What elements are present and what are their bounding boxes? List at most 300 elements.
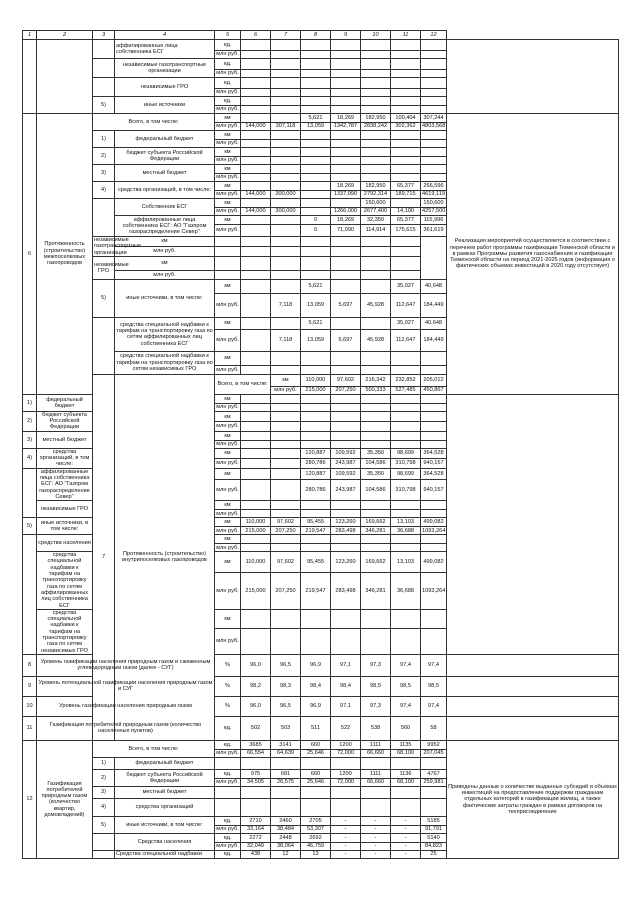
table-cell: 4): [93, 798, 115, 816]
table-cell: [271, 480, 301, 501]
table-cell: Всего, в том числе:: [93, 740, 215, 757]
table-cell: [301, 501, 331, 510]
table-cell: ед.: [215, 78, 241, 89]
table-cell: [391, 131, 421, 140]
table-cell: [331, 786, 361, 798]
table-cell: [271, 757, 301, 769]
table-cell: [271, 225, 301, 237]
table-cell: 18,269: [331, 182, 361, 191]
table-cell: [361, 394, 391, 403]
table-cell: [241, 114, 271, 123]
table-cell: [361, 431, 391, 440]
table-cell: ед.: [215, 716, 241, 740]
table-cell: [361, 279, 391, 293]
table-cell: 2): [93, 769, 115, 786]
table-cell: [447, 716, 619, 740]
table-cell: 35,350: [361, 448, 391, 459]
table-cell: млн руб.: [216, 70, 239, 77]
table-cell: %: [215, 654, 241, 676]
table-cell: 109,592: [331, 448, 361, 459]
table-cell: [301, 191, 331, 199]
table-cell: 18,269: [331, 216, 361, 225]
table-cell: млн руб.: [216, 404, 239, 411]
table-cell: местный бюджет: [115, 786, 215, 798]
table-cell: 46,759: [301, 842, 331, 850]
table-cell: [271, 106, 301, 114]
table-cell: бюджет субъекта Российской Федерации: [115, 148, 215, 165]
table-cell: км: [215, 148, 241, 157]
table-cell: 7,118: [271, 329, 301, 351]
table-cell: 97,4: [421, 696, 447, 716]
table-cell: [37, 40, 93, 114]
table-cell: ед.: [215, 97, 241, 106]
table-cell: [331, 78, 361, 89]
table-cell: [301, 394, 331, 403]
table-cell: 3685: [241, 740, 271, 749]
table-cell: ед.: [215, 833, 241, 842]
table-cell: [391, 165, 421, 174]
table-cell: 4): [23, 448, 37, 468]
table-cell: 300,000: [271, 208, 301, 216]
table-cell: аффилированные лица собственника ЕСГ: [115, 40, 215, 59]
table-cell: [361, 609, 391, 628]
table-cell: независимые ГРО: [93, 256, 115, 279]
table-cell: [301, 157, 331, 165]
table-cell: 98,699: [391, 468, 421, 480]
table-cell: [331, 199, 361, 208]
table-cell: 215,000: [241, 527, 271, 535]
table-cell: км: [215, 468, 241, 480]
table-cell: [391, 140, 421, 148]
table-cell: [421, 78, 447, 89]
table-cell: [241, 798, 271, 816]
table-cell: млн руб.: [115, 270, 215, 279]
table-cell: [271, 40, 301, 51]
table-cell: [421, 394, 447, 403]
table-cell: [241, 510, 271, 518]
table-cell: [301, 140, 331, 148]
table-cell: [271, 279, 301, 293]
table-row: [23, 40, 619, 51]
table-cell: средства организаций, в том числе:: [37, 448, 93, 468]
table-cell: [361, 270, 391, 279]
table-cell: 1): [93, 757, 115, 769]
table-cell: [301, 165, 331, 174]
column-header: 1: [23, 31, 37, 40]
table-cell: млн руб.: [216, 366, 239, 373]
table-cell: 280,786: [301, 459, 331, 468]
table-cell: млн руб.: [216, 51, 239, 58]
table-cell: [215, 757, 241, 769]
table-cell: Уровень потенциальной газификации населения природным газом и СУГ: [37, 676, 215, 696]
table-cell: [361, 89, 391, 97]
table-cell: [271, 131, 301, 140]
table-cell: [361, 78, 391, 89]
table-cell: иные источники, в том числе:: [37, 518, 93, 535]
table-cell: 5,621: [301, 114, 331, 123]
table-cell: 2448: [271, 833, 301, 842]
table-cell: 110,000: [301, 374, 331, 386]
table-cell: [271, 351, 301, 365]
table-cell: [391, 501, 421, 510]
table-cell: [301, 628, 331, 654]
table-cell: [391, 59, 421, 70]
table-cell: [241, 40, 271, 51]
table-cell: 33,164: [241, 825, 271, 833]
table-cell: млн руб.: [271, 386, 301, 394]
table-cell: 68,100: [391, 749, 421, 757]
table-cell: [361, 403, 391, 411]
table-cell: 66,660: [361, 778, 391, 786]
table-cell: [361, 140, 391, 148]
table-cell: 1136: [391, 769, 421, 778]
table-cell: 1200: [331, 769, 361, 778]
table-cell: [271, 544, 301, 552]
table-cell: 114,914: [361, 225, 391, 237]
table-cell: [241, 293, 271, 317]
table-cell: местный бюджет: [115, 165, 215, 182]
table-cell: [271, 157, 301, 165]
table-cell: 361,619: [421, 225, 447, 237]
column-header: 5: [215, 31, 241, 40]
table-cell: [271, 501, 301, 510]
table-row: [23, 716, 619, 740]
table-cell: [421, 59, 447, 70]
table-cell: 35,350: [361, 468, 391, 480]
table-cell: 2460: [271, 816, 301, 825]
table-cell: [301, 440, 331, 448]
data-table: [22, 30, 619, 859]
table-cell: [391, 422, 421, 431]
table-cell: 112,647: [391, 293, 421, 317]
table-cell: [23, 40, 37, 114]
table-cell: [361, 411, 391, 422]
table-cell: 5,697: [331, 329, 361, 351]
table-cell: [331, 351, 361, 365]
table-cell: 169,662: [361, 552, 391, 572]
table-cell: 96,5: [271, 654, 301, 676]
table-cell: [361, 237, 391, 247]
table-cell: [301, 89, 331, 97]
table-cell: [271, 411, 301, 422]
table-cell: 36,688: [391, 527, 421, 535]
column-header: 2: [37, 31, 93, 40]
table-cell: [271, 140, 301, 148]
table-cell: 5): [93, 279, 115, 317]
table-cell: 2792,314: [361, 191, 391, 199]
table-cell: 511: [301, 716, 331, 740]
table-cell: независимые ГРО: [115, 78, 215, 97]
table-cell: [271, 270, 301, 279]
table-cell: 4803,568: [422, 123, 446, 130]
table-cell: 522: [331, 716, 361, 740]
table-cell: 11: [23, 716, 37, 740]
table-cell: 110,000: [241, 552, 271, 572]
table-cell: [271, 237, 301, 247]
table-cell: [331, 411, 361, 422]
column-header: 3: [93, 31, 115, 40]
table-cell: 144,000: [241, 208, 271, 216]
table-cell: 4767: [421, 769, 447, 778]
table-cell: [421, 131, 447, 140]
table-cell: [391, 798, 421, 816]
table-cell: 13,103: [391, 552, 421, 572]
table-cell: млн руб.: [215, 572, 241, 609]
table-cell: [241, 148, 271, 157]
table-cell: [301, 174, 331, 182]
table-cell: [271, 199, 301, 208]
table-cell: аффилированные лица собственника ЕСГ: АО "Газпром газораспределение Север": [115, 216, 215, 237]
table-cell: 2): [23, 411, 37, 431]
table-cell: млн руб.: [216, 423, 239, 430]
table-cell: -: [391, 833, 421, 842]
table-cell: [331, 394, 361, 403]
table-cell: Всего, в том числе:: [215, 374, 271, 394]
table-cell: средства специальной надбавки к тарифам на транспортировку газа по сетям аффилированных лиц собственника ЕСГ: [115, 317, 215, 351]
table-cell: [447, 676, 619, 696]
table-cell: 189,715: [391, 191, 421, 199]
table-cell: [391, 786, 421, 798]
table-cell: [391, 51, 421, 59]
table-cell: 97,4: [421, 654, 447, 676]
table-cell: [271, 89, 301, 97]
table-cell: [391, 70, 421, 78]
table-cell: иные источники, в том числе:: [115, 279, 215, 317]
table-cell: 243,987: [331, 480, 361, 501]
table-cell: [271, 609, 301, 628]
table-cell: [361, 157, 391, 165]
table-cell: [361, 365, 391, 374]
table-cell: 940,157: [421, 480, 447, 501]
table-cell: 110,000: [241, 518, 271, 527]
table-cell: ед.: [215, 740, 241, 749]
table-cell: 95,455: [301, 518, 331, 527]
table-cell: 40,648: [421, 317, 447, 329]
table-cell: 91,791: [421, 825, 447, 833]
table-cell: -: [331, 833, 361, 842]
table-cell: [241, 448, 271, 459]
table-cell: [271, 114, 301, 123]
table-cell: млн руб.: [216, 123, 239, 130]
table-cell: [331, 140, 361, 148]
table-cell: [331, 279, 361, 293]
table-cell: 9: [23, 676, 37, 696]
table-cell: 13,103: [391, 518, 421, 527]
table-cell: средства организаций: [115, 798, 215, 816]
table-cell: км: [215, 351, 241, 365]
table-cell: 13: [301, 850, 331, 858]
table-cell: -: [331, 850, 361, 858]
table-cell: 307,118: [271, 123, 301, 131]
table-cell: 560: [391, 716, 421, 740]
table-cell: [361, 757, 391, 769]
table-cell: [391, 411, 421, 422]
table-cell: [331, 237, 361, 247]
table-cell: 0: [301, 216, 331, 225]
table-cell: [331, 106, 361, 114]
table-cell: [241, 468, 271, 480]
table-cell: 503: [271, 716, 301, 740]
table-cell: 65,377: [391, 216, 421, 225]
table-cell: 96,5: [271, 696, 301, 716]
table-cell: 307,244: [421, 114, 447, 123]
table-cell: 280,786: [301, 480, 331, 501]
table-cell: [93, 199, 115, 237]
table-cell: 45,928: [361, 329, 391, 351]
table-cell: [361, 256, 391, 270]
table-cell: Протяженность (строительство) межпоселковых газопроводов: [37, 114, 93, 395]
table-cell: [301, 51, 331, 59]
table-cell: [271, 70, 301, 78]
table-cell: [215, 270, 241, 279]
table-cell: 1): [93, 131, 115, 148]
table-cell: [391, 431, 421, 440]
table-cell: 2): [93, 148, 115, 165]
table-cell: [391, 78, 421, 89]
table-cell: 207,045: [421, 749, 447, 757]
table-cell: -: [391, 842, 421, 850]
table-cell: -: [361, 825, 391, 833]
table-cell: 35,027: [391, 317, 421, 329]
table-cell: 66,660: [361, 749, 391, 757]
table-cell: [241, 89, 271, 97]
table-cell: 53,307: [301, 825, 331, 833]
table-cell: 4257,500: [422, 208, 446, 215]
table-cell: км: [215, 165, 241, 174]
table-cell: 98,5: [421, 676, 447, 696]
table-cell: 96,0: [241, 654, 271, 676]
table-cell: [23, 535, 37, 655]
table-cell: млн руб.: [216, 750, 239, 757]
table-cell: 40,648: [421, 279, 447, 293]
table-cell: [391, 628, 421, 654]
table-cell: 5): [93, 97, 115, 114]
table-cell: -: [331, 816, 361, 825]
table-cell: [301, 148, 331, 157]
table-cell: [421, 157, 447, 165]
table-cell: 97,602: [271, 552, 301, 572]
table-cell: [391, 157, 421, 165]
table-cell: [271, 394, 301, 403]
table-cell: [241, 131, 271, 140]
table-cell: Всего, в том числе:: [93, 114, 215, 131]
table-cell: [421, 97, 447, 106]
table-cell: млн руб.: [216, 89, 239, 96]
table-cell: [421, 411, 447, 422]
table-cell: 259,981: [421, 778, 447, 786]
table-cell: [241, 256, 271, 270]
table-cell: км: [215, 535, 241, 544]
table-cell: км: [215, 501, 241, 510]
table-cell: [331, 131, 361, 140]
table-cell: [391, 609, 421, 628]
table-cell: [301, 351, 331, 365]
table-cell: [361, 351, 391, 365]
table-cell: 68,100: [391, 778, 421, 786]
table-cell: 10: [23, 696, 37, 716]
table-cell: 26,575: [271, 778, 301, 786]
table-cell: км: [215, 216, 241, 225]
table-cell: [93, 59, 115, 78]
table-cell: [361, 501, 391, 510]
table-cell: [361, 165, 391, 174]
table-cell: 25,646: [301, 778, 331, 786]
table-cell: 120,887: [301, 448, 331, 459]
column-header: 10: [361, 31, 391, 40]
table-cell: [241, 431, 271, 440]
table-cell: [241, 317, 271, 329]
table-cell: [301, 798, 331, 816]
table-cell: [331, 440, 361, 448]
table-cell: 216,342: [361, 374, 391, 386]
table-cell: -: [331, 825, 361, 833]
table-cell: [421, 89, 447, 97]
table-row: [23, 676, 619, 696]
table-cell: ед.: [215, 850, 241, 858]
table-cell: 144,000: [241, 123, 271, 131]
header-row: [23, 31, 619, 40]
table-cell: [361, 440, 391, 448]
table-cell: 115,996: [421, 216, 447, 225]
table-cell: [271, 148, 301, 157]
table-cell: [447, 654, 619, 676]
table-cell: [301, 510, 331, 518]
table-cell: [361, 510, 391, 518]
table-cell: ед.: [215, 769, 241, 778]
table-cell: млн руб.: [215, 225, 241, 237]
table-cell: [421, 786, 447, 798]
table-cell: 243,987: [331, 459, 361, 468]
table-cell: 184,449: [421, 293, 447, 317]
table-cell: [93, 78, 115, 97]
table-cell: 364,528: [421, 448, 447, 459]
table-cell: [391, 199, 421, 208]
table-cell: [421, 174, 447, 182]
table-cell: [421, 535, 447, 544]
table-cell: 123,260: [331, 552, 361, 572]
table-cell: 1111: [361, 769, 391, 778]
table-cell: [241, 329, 271, 351]
table-cell: [391, 394, 421, 403]
table-cell: [271, 403, 301, 411]
table-cell: 96,9: [301, 696, 331, 716]
table-cell: [241, 97, 271, 106]
table-cell: 502: [241, 716, 271, 740]
table-cell: 32,049: [241, 842, 271, 850]
table-cell: аффилированные лица собственника ЕСГ: АО "Газпром газораспределение Север": [37, 468, 93, 500]
column-header: 9: [331, 31, 361, 40]
table-cell: 150,600: [421, 199, 447, 208]
table-cell: [391, 544, 421, 552]
table-cell: [241, 59, 271, 70]
table-cell: км: [215, 199, 241, 208]
table-cell: 2272: [241, 833, 271, 842]
table-cell: независимые газотранспортные организации: [115, 59, 215, 78]
table-cell: 95,455: [301, 552, 331, 572]
table-cell: Средства населения: [115, 833, 215, 850]
table-cell: ед.: [215, 816, 241, 825]
table-cell: 5): [23, 518, 37, 535]
table-cell: [391, 535, 421, 544]
table-cell: %: [215, 696, 241, 716]
table-cell: 1135: [391, 740, 421, 749]
table-cell: [361, 422, 391, 431]
table-cell: [331, 59, 361, 70]
table-cell: %: [215, 676, 241, 696]
table-cell: 98,699: [391, 448, 421, 459]
table-cell: 2692: [301, 833, 331, 842]
column-header: 12: [421, 31, 447, 40]
